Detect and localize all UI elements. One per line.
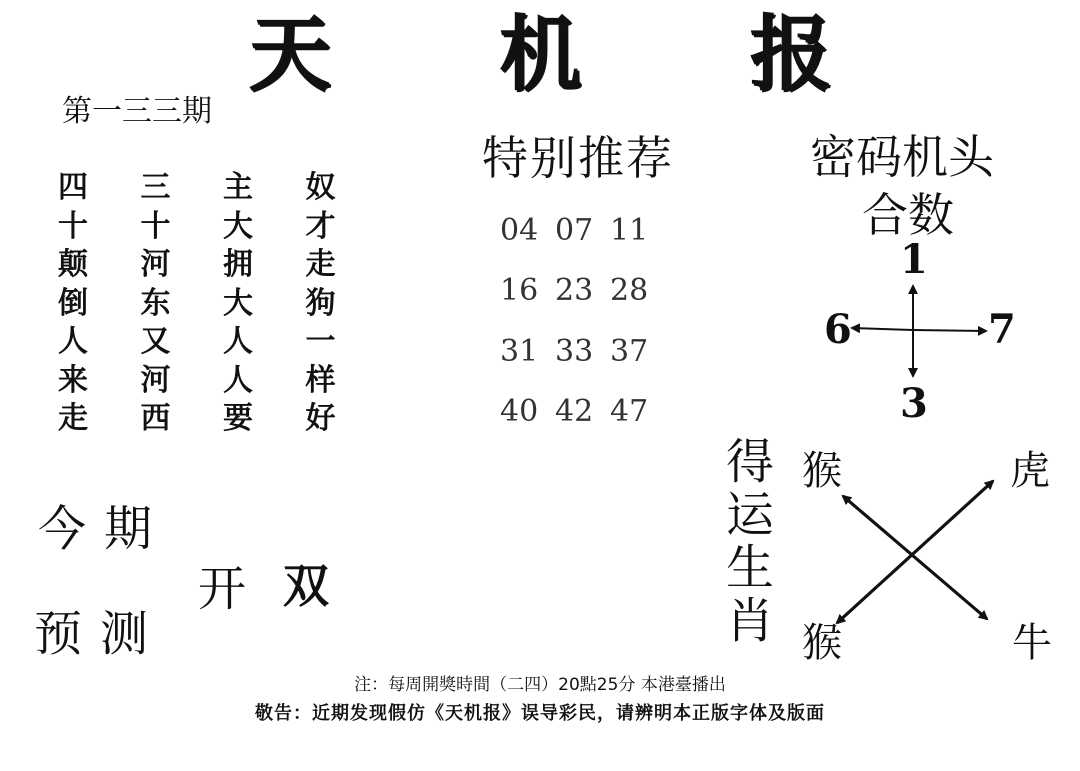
code-head-subtitle: 合数 xyxy=(862,188,954,242)
zodiac-bottom-left: 猴 xyxy=(802,620,842,666)
verse-char: 来 xyxy=(58,362,88,398)
number-cell: 07 xyxy=(555,212,594,248)
code-bottom-number: 3 xyxy=(900,380,928,427)
number-cell: 47 xyxy=(610,394,649,430)
verse-char: 西 xyxy=(140,401,171,437)
zodiac-top-left: 猴 xyxy=(802,448,842,494)
newspaper-title: 天 机 报 xyxy=(248,6,902,102)
verse-char: 十 xyxy=(58,208,88,244)
footer-note: 注：每周開獎時間（二四）20點25分 本港臺播出 xyxy=(354,675,726,695)
prediction-open-label: 开 xyxy=(198,561,247,617)
code-right-number: 7 xyxy=(988,306,1016,353)
number-cell: 16 xyxy=(500,273,539,309)
footer-warning: 敬告：近期发现假仿《天机报》误导彩民，请辨明本正版字体及版面 xyxy=(255,703,825,724)
code-left-number: 6 xyxy=(824,306,852,353)
verse-char: 好 xyxy=(305,401,336,437)
number-cell: 04 xyxy=(500,212,539,248)
prediction-line2: 预测 xyxy=(34,606,167,662)
lucky-zodiac-label: 得运生肖 xyxy=(725,434,774,649)
prediction-value: 双 xyxy=(283,559,329,613)
zodiac-top-right: 虎 xyxy=(1010,448,1050,494)
number-cell: 31 xyxy=(500,333,539,369)
verse-char: 十 xyxy=(140,208,171,244)
number-cell: 11 xyxy=(610,212,649,248)
verse-char: 河 xyxy=(140,247,171,283)
verse-char: 拥 xyxy=(223,247,253,283)
verse-char: 才 xyxy=(305,208,336,244)
verse-char: 走 xyxy=(305,247,336,283)
verse-char: 狗 xyxy=(305,285,336,321)
verse-char: 人 xyxy=(223,324,253,360)
verse-char: 东 xyxy=(140,285,171,321)
zodiac-cross xyxy=(837,481,993,623)
number-cell: 40 xyxy=(500,394,539,430)
verse-char: 又 xyxy=(140,324,171,360)
number-cell: 37 xyxy=(610,333,649,369)
number-cell: 42 xyxy=(555,394,594,430)
verse-char: 大 xyxy=(223,208,253,244)
verse-char: 奴 xyxy=(305,170,336,206)
verse-char: 样 xyxy=(305,362,336,398)
verse-char: 人 xyxy=(58,324,88,360)
verse-char: 大 xyxy=(223,285,253,321)
code-head-title: 密码机头 xyxy=(810,130,994,184)
verse-char: 四 xyxy=(58,170,88,206)
number-cell: 28 xyxy=(610,273,649,309)
zodiac-bottom-right: 牛 xyxy=(1012,620,1052,666)
code-head-cross xyxy=(852,286,986,376)
number-cell: 33 xyxy=(555,333,594,369)
code-top-number: 1 xyxy=(900,236,928,283)
verse-char: 人 xyxy=(223,362,253,398)
verse-char: 要 xyxy=(223,401,253,437)
verse-char: 三 xyxy=(140,170,171,206)
verse-char: 河 xyxy=(140,362,171,398)
verse-char: 一 xyxy=(305,324,336,360)
issue-number: 第一三三期 xyxy=(62,94,212,129)
verse-char: 颠 xyxy=(58,247,88,283)
verse-char: 倒 xyxy=(58,285,88,321)
number-cell: 23 xyxy=(555,273,594,309)
verse-char: 主 xyxy=(223,170,253,206)
recommend-title: 特别推荐 xyxy=(482,131,674,185)
prediction-line1: 今期 xyxy=(38,501,171,557)
verse-char: 走 xyxy=(58,401,88,437)
